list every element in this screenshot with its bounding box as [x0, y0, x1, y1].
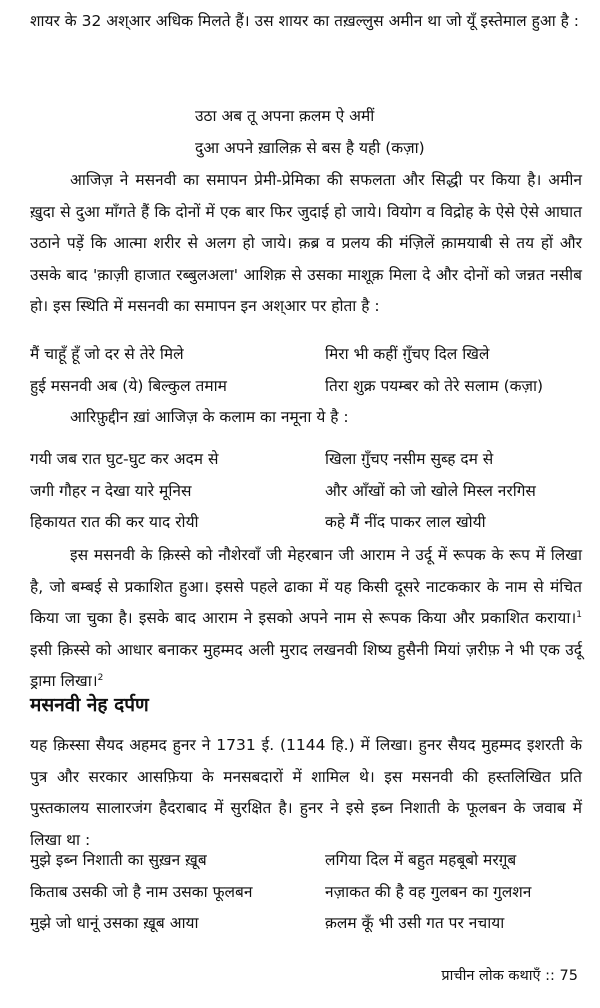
section-heading: मसनवी नेह दर्पण — [30, 694, 149, 716]
verse-line: मुझे इब्न निशाती का सुख़न ख़ूब — [30, 851, 207, 869]
couplet-amin — [195, 101, 425, 164]
paragraph-sample-intro: आरिफ़ुद्दीन ख़ां आजिज़ के कलाम का नमूना ये है : — [70, 408, 349, 426]
verse-left-column — [30, 339, 300, 402]
verse-line: उठा अब तू अपना क़लम ऐ अमीं — [195, 107, 375, 125]
paragraph-text: इस मसनवी के क़िस्से को नौशेरवाँ जी मेहरबान जी आराम ने उर्दू में रूपक के रूप में लिखा है, जो बम्बई से प्रकाशित हुआ। इससे पहले ढाका में यह किसी दूसरे नाटककार के नाम से मंचित किया जा चुका है। इसके बाद आराम ने इसको अपने नाम से रूपक किया और प्रकाशित कराया। — [30, 546, 582, 627]
paragraph-adaptation — [30, 540, 582, 698]
paragraph-conclusion: आजिज़ ने मसनवी का समापन प्रेमी-प्रेमिका की सफलता और सिद्धी पर किया है। अमीन ख़ुदा से दुआ माँगते हैं कि दोनों में एक बार फिर जुदाई हो जाये। वियोग व विद्रोह के ऐसे ऐसे आघात उठाने पड़ें कि आत्मा शरीर से अलग हो जाये। क़ब्र व प्रलय की मंज़िलें क़ामयाबी से तय हों और उसके बाद 'क़ाज़ी हाजात रब्बुलअला' आशिक़ से उसका माशूक़ मिला दे और दोनों को जन्नत नसीब हो। इस स्थिति में मसनवी का समापन इन अश्आर पर होता है : — [30, 171, 582, 315]
verse-line: तिरा शुक्र पयम्बर को तेरे सलाम (कज़ा) — [325, 376, 544, 395]
verse-line: और आँखों को जो खोले मिस्ल नरगिस — [325, 481, 536, 500]
verse-line: नज़ाकत की है वह गुलबन का गुलशन — [325, 882, 532, 901]
verse-line: मैं चाहूँ हूँ जो दर से तेरे मिले — [30, 345, 184, 363]
paragraph-text: इसी क़िस्से को आधार बनाकर मुहम्मद अली मुराद लखनवी शिष्य हुसैनी मियां ज़रीफ़ ने भी एक उर्दू ड्रामा लिखा। — [30, 640, 582, 690]
verse-line: जगी गौहर न देखा यारे मूनिस — [30, 481, 192, 500]
verse-line: कहे मैं नींद पाकर लाल खोयी — [325, 513, 486, 531]
verse-line: हिकायत रात की कर याद रोयी — [30, 513, 199, 531]
verse-line: गयी जब रात घुट-घुट कर अदम से — [30, 450, 219, 468]
footnote-marker: 1 — [576, 609, 582, 620]
verse-line: लगिया दिल में बहुत महबूबो मरग़ूब — [325, 851, 517, 869]
verse-right-column — [325, 339, 587, 402]
verse-left-column — [30, 845, 300, 940]
verse-line: दुआ अपने ख़ालिक़ से बस है यही (कज़ा) — [195, 138, 425, 157]
verse-line: खिला ग़ुँचए नसीम सुब्ह दम से — [325, 450, 494, 468]
footnote-marker: 2 — [97, 672, 104, 683]
verse-line: मिरा भी कहीं ग़ुँचए दिल खिले — [325, 345, 490, 363]
verse-line: किताब उसकी जो है नाम उसका फूलबन — [30, 882, 253, 901]
paragraph-intro: शायर के 32 अश्आर अधिक मिलते हैं। उस शायर का तख़ल्लुस अमीन था जो यूँ इस्तेमाल हुआ है : — [30, 12, 579, 30]
page-footer: प्राचीन लोक कथाएँ :: 75 — [441, 968, 578, 984]
verse-right-column — [325, 845, 587, 940]
verse-right-column — [325, 444, 587, 539]
verse-left-column — [30, 444, 300, 539]
verse-line: क़लम कूँ भी उसी गत पर नचाया — [325, 914, 505, 932]
paragraph-neh-darpan: यह क़िस्सा सैयद अहमद हुनर ने 1731 ई. (1144 हि.) में लिखा। हुनर सैयद मुहम्मद इशरती के पुत्र और सरकार आसफ़िया के मनसबदारों में शामिल थे। इस मसनवी की हस्तलिखित प्रति पुस्तकालय सालारजंग हैदराबाद में सुरक्षित है। हुनर ने इसे इब्न निशाती के फूलबन के जवाब में लिखा था : — [30, 736, 582, 849]
verse-line: मुझे जो धानूं उसका ख़ूब आया — [30, 914, 199, 932]
verse-line: हुई मसनवी अब (ये) बिल्कुल तमाम — [30, 376, 227, 395]
